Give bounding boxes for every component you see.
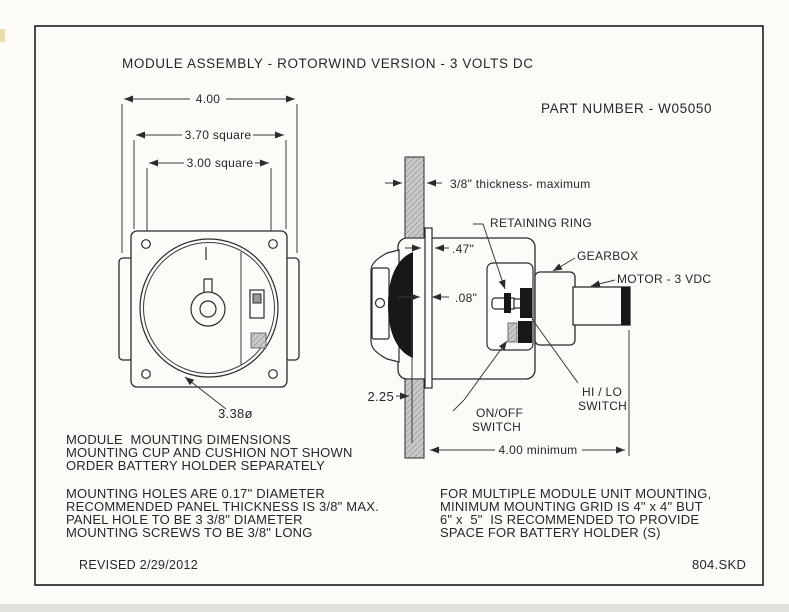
dim-outer-square: 3.70 square: [184, 128, 252, 142]
front-view: [119, 92, 299, 421]
dim-bezel-diameter: 3.38ø: [218, 406, 253, 421]
note-line: 6" x 5" IS RECOMMENDED TO PROVIDE: [440, 512, 700, 527]
note-line: PANEL HOLE TO BE 3 3/8" DIAMETER: [66, 512, 303, 527]
notes-multiple-mounting: [440, 486, 711, 540]
mounting-hole: [142, 240, 151, 249]
mounting-hole: [269, 240, 278, 249]
retaining-ring-label: RETAINING RING: [490, 216, 592, 230]
scan-edge-shadow: [0, 604, 789, 612]
dim-min-clearance: 4.00 minimum: [498, 443, 578, 457]
hi-lo-switch-label-line2: SWITCH: [578, 399, 628, 413]
dim-gap: .08": [455, 291, 478, 305]
on-off-switch-label-line2: SWITCH: [472, 420, 522, 434]
motor-label: MOTOR - 3 VDC: [617, 272, 712, 286]
on-off-switch-slider: [508, 323, 517, 342]
document-number: 804.SKD: [692, 557, 747, 572]
dim-hole-grid: 3.00 square: [186, 156, 254, 170]
note-line: SPACE FOR BATTERY HOLDER (S): [440, 525, 661, 540]
drawing-title: MODULE ASSEMBLY - ROTORWIND VERSION - 3 VOLTS DC: [122, 56, 534, 71]
on-off-switch-part: [518, 321, 532, 343]
side-view: [367, 157, 711, 458]
note-line: MOUNTING HOLES ARE 0.17" DIAMETER: [66, 486, 325, 501]
note-line: MOUNTING CUP AND CUSHION NOT SHOWN: [66, 445, 353, 460]
note-line: FOR MULTIPLE MODULE UNIT MOUNTING,: [440, 486, 712, 501]
dim-overall-width: 4.00: [195, 92, 221, 106]
mounting-hole: [269, 370, 278, 379]
note-line: MODULE MOUNTING DIMENSIONS: [66, 432, 291, 447]
dim-flange: .47": [452, 242, 475, 256]
notes-mounting-specs: [66, 486, 379, 540]
hi-lo-switch-part: [520, 288, 532, 318]
note-line: MINIMUM MOUNTING GRID IS 4" x 4" BUT: [440, 499, 703, 514]
face-switch-toggle: [253, 294, 261, 303]
mounting-hole: [142, 370, 151, 379]
gearbox-part: [535, 272, 575, 345]
flange-plate: [425, 228, 432, 388]
gearbox-label: GEARBOX: [577, 249, 639, 263]
dim-depth: 2.25: [367, 389, 394, 404]
note-line: ORDER BATTERY HOLDER SEPARATELY: [66, 458, 326, 473]
revision-date: REVISED 2/29/2012: [79, 558, 199, 572]
motor-end-cap: [621, 287, 630, 325]
note-line: MOUNTING SCREWS TO BE 3/8" LONG: [66, 525, 313, 540]
note-line: RECOMMENDED PANEL THICKNESS IS 3/8" MAX.: [66, 499, 379, 514]
notes-module-mounting: [66, 432, 353, 473]
cup-screw: [376, 299, 385, 308]
on-off-switch-label-line1: ON/OFF: [476, 406, 524, 420]
retaining-ring-part: [504, 293, 511, 313]
panel-upper: [405, 157, 424, 238]
face-port: [251, 333, 266, 348]
panel-lower: [405, 379, 424, 458]
part-number: PART NUMBER - W05050: [541, 101, 713, 116]
hi-lo-switch-label-line1: HI / LO: [582, 385, 623, 399]
dim-panel-thickness: 3/8" thickness- maximum: [450, 177, 591, 191]
scan-artifact: [0, 29, 5, 42]
